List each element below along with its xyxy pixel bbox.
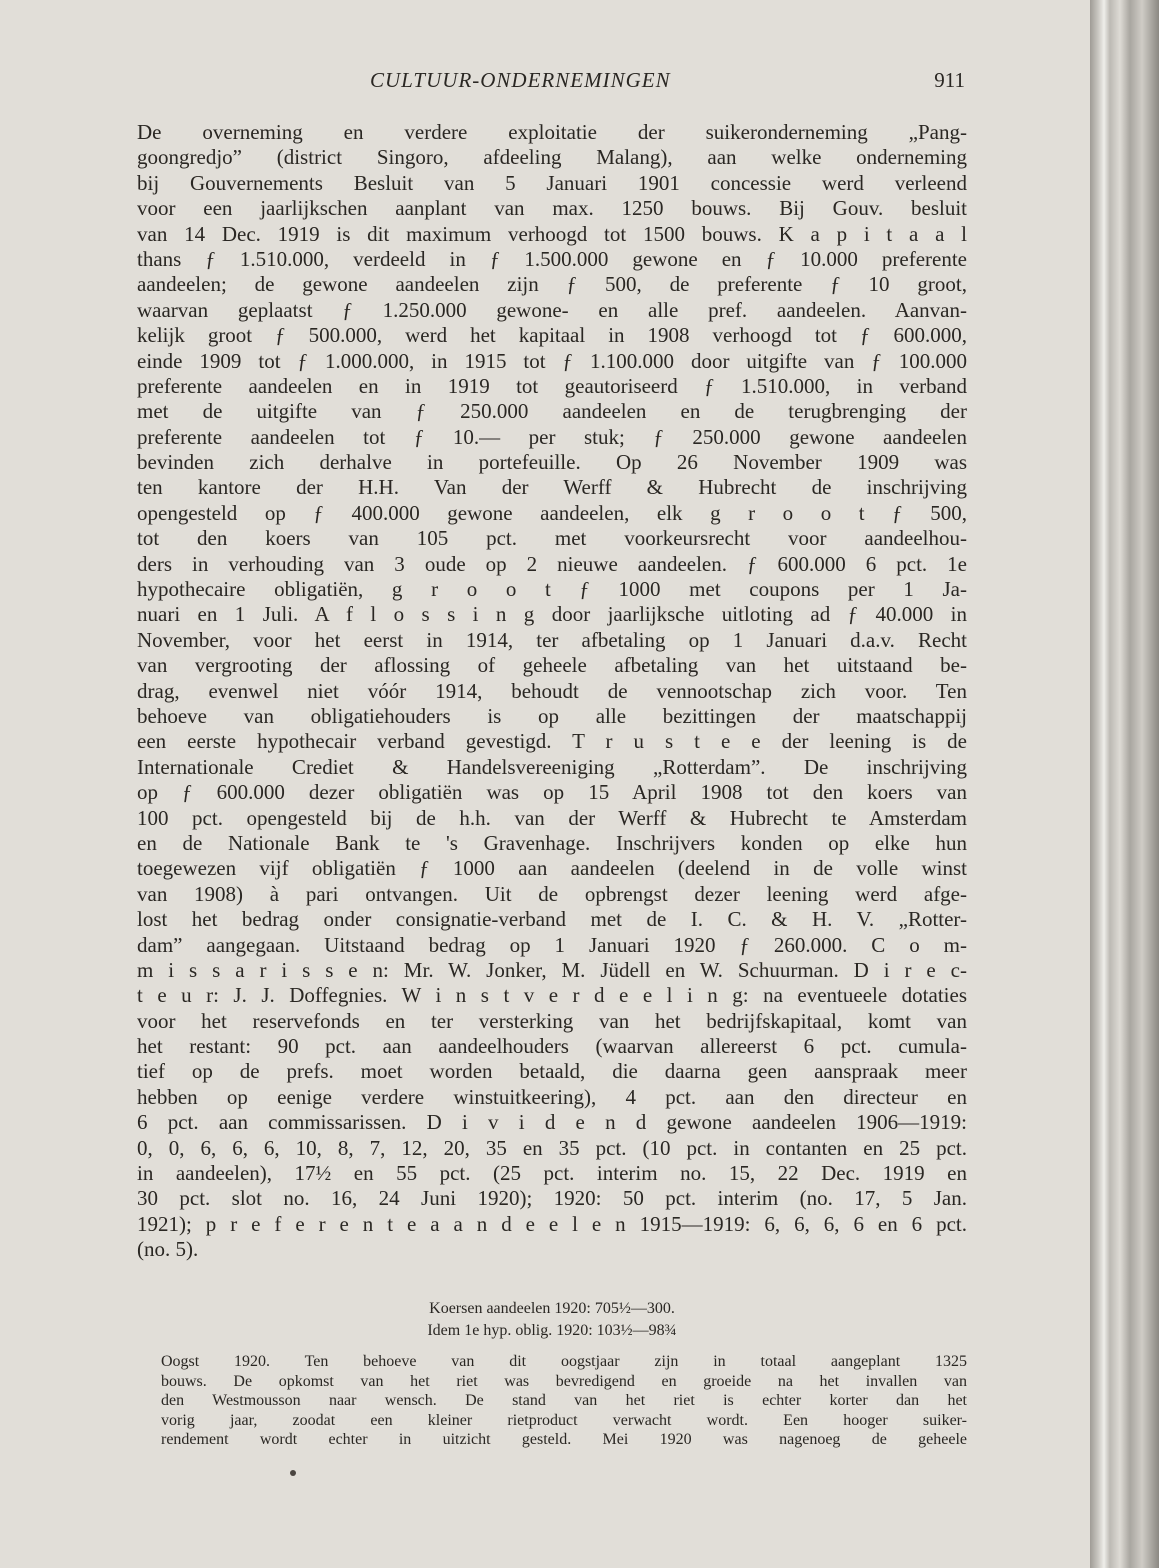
running-title: CULTUUR-ONDERNEMINGEN: [370, 68, 671, 92]
text-line: hypothecaire obligatiën, g r o o t ƒ 1000 met coupons per 1 Ja-: [137, 577, 967, 602]
text-line: preferente aandeelen tot ƒ 10.— per stuk; ƒ 250.000 gewone aandeelen: [137, 424, 967, 449]
text-line: opengesteld op ƒ 400.000 gewone aandeelen, elk g r o o t ƒ 500,: [137, 500, 967, 525]
text-line: bij Gouvernements Besluit van 5 Januari 1901 concessie werd verleend: [137, 170, 967, 195]
text-line: Oogst 1920. Ten behoeve van dit oogstjaar zijn in totaal aangeplant 1325: [161, 1353, 967, 1370]
text-line: goongredjo” (district Singoro, afdeeling Malang), aan welke onderneming: [137, 145, 967, 170]
text-line: waarvan geplaatst ƒ 1.250.000 gewone- en alle pref. aandeelen. Aanvan-: [137, 297, 967, 322]
text-line: 100 pct. opengesteld bij de h.h. van der Werff & Hubrecht te Amsterdam: [137, 805, 967, 830]
oogst-paragraph: [161, 1352, 967, 1450]
text-line: ten kantore der H.H. Van der Werff & Hubrecht de inschrijving: [137, 475, 967, 500]
text-line: bevinden zich derhalve in portefeuille. Op 26 November 1909 was: [137, 450, 967, 475]
ink-dot: [290, 1470, 296, 1476]
text-line: einde 1909 tot ƒ 1.000.000, in 1915 tot ƒ 1.100.000 door uitgifte van ƒ 100.000: [137, 348, 967, 373]
text-line: lost het bedrag onder consignatie-verband met de I. C. & H. V. „Rotter-: [137, 907, 967, 932]
text-line: ders in verhouding van 3 oude op 2 nieuwe aandeelen. ƒ 600.000 6 pct. 1e: [137, 551, 967, 576]
koers-line: Koersen aandeelen 1920: 705½—300.: [429, 1300, 675, 1317]
page-stack-edge: [1090, 0, 1159, 1568]
koersen-block: [137, 1298, 967, 1342]
text-line: het restant: 90 pct. aan aandeelhouders (waarvan allereerst 6 pct. cumula-: [137, 1034, 967, 1059]
text-line: kelijk groot ƒ 500.000, werd het kapitaal in 1908 verhoogd tot ƒ 600.000,: [137, 323, 967, 348]
text-line: hebben op eenige verdere winstuitkeering), 4 pct. aan den directeur en: [137, 1084, 967, 1109]
page-number: 911: [934, 68, 965, 92]
running-head: [135, 68, 965, 98]
text-line: preferente aandeelen en in 1919 tot geautoriseerd ƒ 1.510.000, in verband: [137, 373, 967, 398]
text-line: Internationale Crediet & Handelsvereeniging „Rotterdam”. De inschrijving: [137, 754, 967, 779]
koers-line: Idem 1e hyp. oblig. 1920: 103½—98¾: [427, 1322, 677, 1339]
text-line: tot den koers van 105 pct. met voorkeursrecht voor aandeelhou-: [137, 526, 967, 551]
text-line: en de Nationale Bank te 's Gravenhage. Inschrijvers konden op elke hun: [137, 830, 967, 855]
text-line: van 14 Dec. 1919 is dit maximum verhoogd tot 1500 bouws. K a p i t a a l: [137, 221, 967, 246]
text-line: met de uitgifte van ƒ 250.000 aandeelen en de terugbrenging der: [137, 399, 967, 424]
body-text: [137, 120, 967, 1263]
text-line: 6 pct. aan commissarissen. D i v i d e n d gewone aandeelen 1906—1919:: [137, 1110, 967, 1135]
text-line: drag, evenwel niet vóór 1914, behoudt de vennootschap zich voor. Ten: [137, 678, 967, 703]
text-line: dam” aangegaan. Uitstaand bedrag op 1 Januari 1920 ƒ 260.000. C o m-: [137, 932, 967, 957]
text-line: den Westmousson naar wensch. De stand van het riet is echter korter dan het: [161, 1392, 967, 1409]
text-line: November, voor het eerst in 1914, ter afbetaling op 1 Januari d.a.v. Recht: [137, 627, 967, 652]
text-line: 30 pct. slot no. 16, 24 Juni 1920); 1920: 50 pct. interim (no. 17, 5 Jan.: [137, 1186, 967, 1211]
text-line: nuari en 1 Juli. A f l o s s i n g door jaarlijksche uitloting ad ƒ 40.000 in: [137, 602, 967, 627]
text-line: thans ƒ 1.510.000, verdeeld in ƒ 1.500.000 gewone en ƒ 10.000 preferente: [137, 246, 967, 271]
text-line: rendement wordt echter in uitzicht gesteld. Mei 1920 was nagenoeg de geheele: [161, 1431, 967, 1448]
text-line: van vergrooting der aflossing of geheele afbetaling van het uitstaand be-: [137, 653, 967, 678]
text-line: voor het reservefonds en ter versterking van het bedrijfskapitaal, komt van: [137, 1008, 967, 1033]
text-line: op ƒ 600.000 dezer obligatiën was op 15 April 1908 tot den koers van: [137, 780, 967, 805]
text-line: tief op de prefs. moet worden betaald, die daarna geen aanspraak meer: [137, 1059, 967, 1084]
text-line: bouws. De opkomst van het riet was bevredigend en groeide na het invallen van: [161, 1372, 967, 1390]
text-line: 0, 0, 6, 6, 6, 10, 8, 7, 12, 20, 35 en 35 pct. (10 pct. in contanten en 25 pct.: [137, 1135, 967, 1160]
text-line: voor een jaarlijkschen aanplant van max. 1250 bouws. Bij Gouv. besluit: [137, 196, 967, 221]
text-line: (no. 5).: [137, 1237, 199, 1262]
text-line: 1921); p r e f e r e n t e a a n d e e l e n 1915—1919: 6, 6, 6, 6 en 6 pct.: [137, 1211, 967, 1236]
text-line: een eerste hypothecair verband gevestigd. T r u s t e e der leening is de: [137, 729, 967, 754]
text-line: van 1908) à pari ontvangen. Uit de opbrengst dezer leening werd afge-: [137, 881, 967, 906]
text-line: behoeve van obligatiehouders is op alle bezittingen der maatschappij: [137, 703, 967, 728]
text-line: vorig jaar, zoodat een kleiner rietproduct verwacht wordt. Een hooger suiker-: [161, 1411, 967, 1429]
text-line: m i s s a r i s s e n: Mr. W. Jonker, M. Jüdell en W. Schuurman. D i r e c-: [137, 957, 967, 982]
text-line: De overneming en verdere exploitatie der suikeronderneming „Pang-: [137, 120, 967, 144]
text-line: aandeelen; de gewone aandeelen zijn ƒ 500, de preferente ƒ 10 groot,: [137, 272, 967, 297]
text-line: toegewezen vijf obligatiën ƒ 1000 aan aandeelen (deelend in de volle winst: [137, 856, 967, 881]
text-line: in aandeelen), 17½ en 55 pct. (25 pct. interim no. 15, 22 Dec. 1919 en: [137, 1161, 967, 1186]
text-line: t e u r: J. J. Doffegnies. W i n s t v e r d e e l i n g: na eventueele dotaties: [137, 983, 967, 1008]
